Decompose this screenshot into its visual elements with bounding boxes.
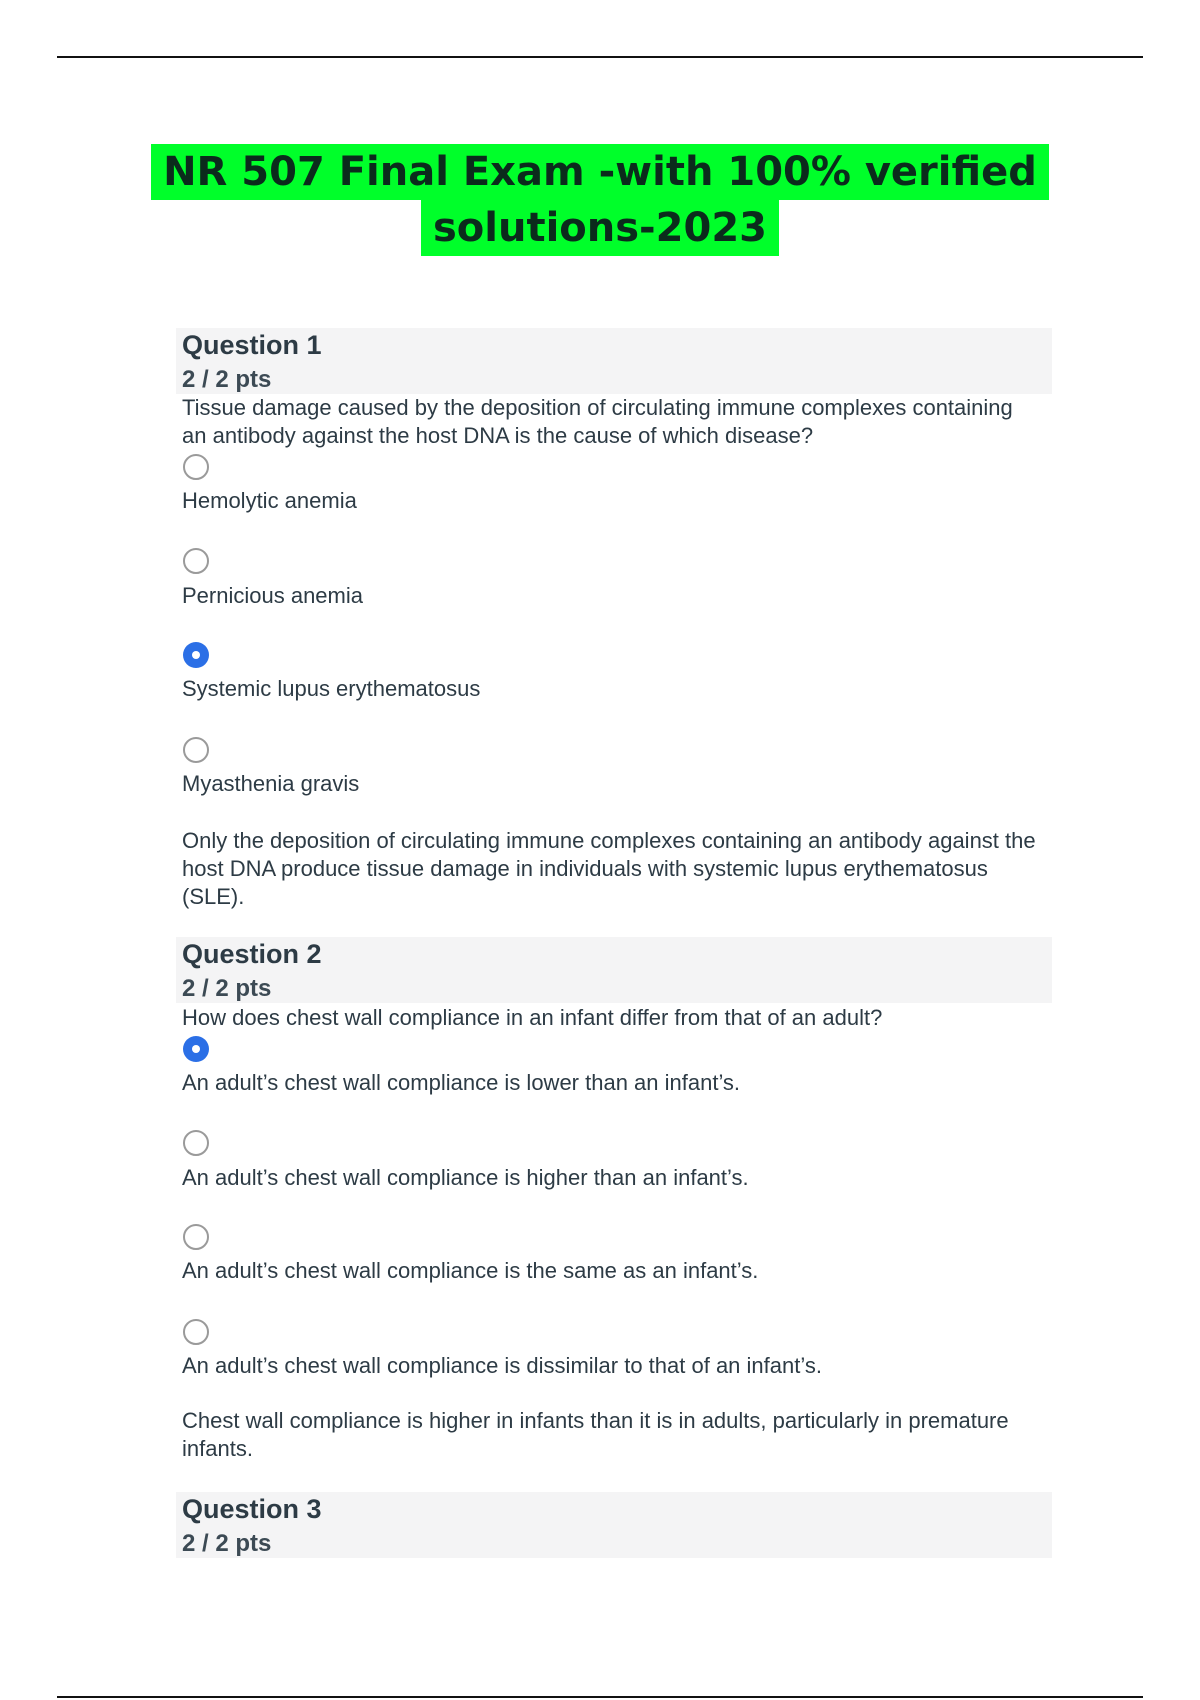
question-points: 2 / 2 pts (182, 975, 272, 1002)
title-line-2: solutions-2023 (421, 200, 779, 256)
top-rule (57, 56, 1143, 58)
q2-option-4-radio[interactable] (183, 1319, 209, 1345)
question-2-header (176, 937, 1052, 1003)
question-points: 2 / 2 pts (182, 366, 272, 393)
title-line-1: NR 507 Final Exam -with 100% verified (151, 144, 1049, 200)
question-title: Question 2 (182, 939, 322, 969)
q2-option-2-radio[interactable] (183, 1130, 209, 1156)
q1-option-2-radio[interactable] (183, 548, 209, 574)
question-title: Question 3 (182, 1494, 322, 1524)
q1-option-3-label: Systemic lupus erythematosus (182, 676, 481, 701)
q2-option-2-label: An adult’s chest wall compliance is higher than an infant’s. (182, 1165, 749, 1190)
question-1-header (176, 328, 1052, 394)
q1-option-4-label: Myasthenia gravis (182, 771, 360, 796)
q1-option-1-radio[interactable] (183, 454, 209, 480)
q1-option-2-label: Pernicious anemia (182, 583, 363, 608)
q1-option-1-label: Hemolytic anemia (182, 488, 357, 513)
question-1-explanation: Only the deposition of circulating immune complexes containing an antibody against the host DNA produce tissue damage in individuals with systemic lupus erythematosus (SLE). (182, 828, 1036, 909)
q2-option-4-label: An adult’s chest wall compliance is dissimilar to that of an infant’s. (182, 1353, 822, 1378)
q2-option-1-radio[interactable] (183, 1036, 209, 1062)
question-points: 2 / 2 pts (182, 1530, 272, 1557)
question-title: Question 1 (182, 330, 322, 360)
question-1-text: Tissue damage caused by the deposition of circulating immune complexes containing an antibody against the host DNA is the cause of which disease? (182, 395, 1013, 448)
question-3-header (176, 1492, 1052, 1558)
bottom-rule (57, 1696, 1143, 1698)
question-2-text: How does chest wall compliance in an infant differ from that of an adult? (182, 1005, 883, 1030)
document-title (0, 144, 1200, 256)
q1-option-3-radio[interactable] (183, 642, 209, 668)
q2-option-1-label: An adult’s chest wall compliance is lower than an infant’s. (182, 1070, 741, 1095)
q1-option-4-radio[interactable] (183, 737, 209, 763)
q2-option-3-radio[interactable] (183, 1224, 209, 1250)
question-2-explanation: Chest wall compliance is higher in infants than it is in adults, particularly in premature infants. (182, 1408, 1009, 1461)
q2-option-3-label: An adult’s chest wall compliance is the same as an infant’s. (182, 1258, 759, 1283)
